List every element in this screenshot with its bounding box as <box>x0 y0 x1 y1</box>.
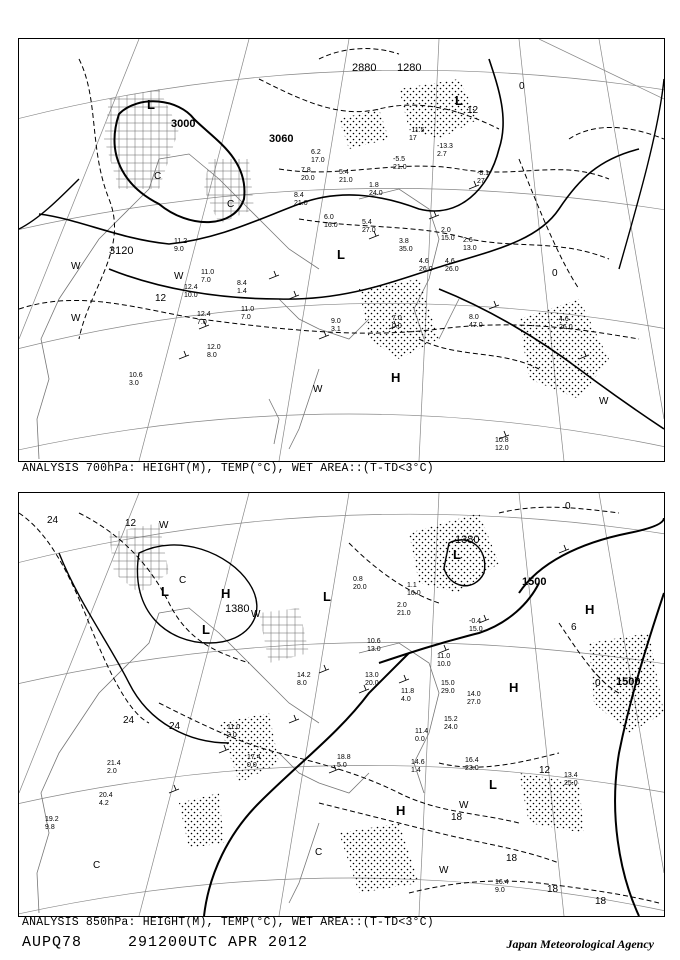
height-label: 3120 <box>109 245 134 257</box>
svg-text:21.0: 21.0 <box>393 164 407 171</box>
station-obs <box>294 192 308 207</box>
station-obs <box>393 156 407 171</box>
svg-text:23.0: 23.0 <box>465 765 479 772</box>
station-obs <box>197 311 211 326</box>
svg-text:20.4: 20.4 <box>99 792 113 799</box>
station-obs <box>207 344 221 359</box>
height-label: 1380 <box>455 534 480 546</box>
station-obs <box>441 680 455 695</box>
svg-text:1.4: 1.4 <box>237 288 247 295</box>
station-obs <box>495 437 509 452</box>
station-obs <box>407 582 421 597</box>
svg-text:8.0: 8.0 <box>297 680 307 687</box>
station-obs <box>465 757 479 772</box>
svg-text:10.8: 10.8 <box>495 437 509 444</box>
caption-850hpa: ANALYSIS 850hPa: HEIGHT(M), TEMP(°C), WET AREA::(T-TD<3°C) <box>22 916 434 929</box>
svg-text:16.4: 16.4 <box>495 879 509 886</box>
warm-marker: W <box>71 313 81 324</box>
station-obs <box>463 237 477 252</box>
svg-text:27.0: 27.0 <box>362 227 376 234</box>
isotherm-label: 18 <box>595 896 607 907</box>
svg-text:11.8: 11.8 <box>401 688 415 695</box>
low-pressure-center: L <box>147 97 155 112</box>
warm-marker: W <box>159 520 169 531</box>
svg-text:16.0: 16.0 <box>324 222 338 229</box>
svg-text:10.0: 10.0 <box>437 661 451 668</box>
isotherm-label: 0 <box>519 81 525 92</box>
station-obs <box>201 269 214 284</box>
svg-text:7.0: 7.0 <box>201 277 211 284</box>
station-obs <box>301 167 315 182</box>
height-label: 1500 <box>616 676 641 688</box>
svg-text:0.0: 0.0 <box>247 762 257 769</box>
station-obs <box>362 219 376 234</box>
station-obs <box>437 653 451 668</box>
station-obs <box>445 258 459 273</box>
warm-marker: W <box>251 609 261 620</box>
station-obs <box>441 227 455 242</box>
svg-text:11.0: 11.0 <box>201 269 215 276</box>
svg-text:19.2: 19.2 <box>45 816 59 823</box>
svg-text:3.0: 3.0 <box>227 732 237 739</box>
svg-text:14.0: 14.0 <box>467 691 481 698</box>
svg-text:2.0: 2.0 <box>397 602 407 609</box>
svg-text:1.1: 1.1 <box>407 582 417 589</box>
station-obs <box>107 760 121 775</box>
caption-700hpa: ANALYSIS 700hPa: HEIGHT(M), TEMP(°C), WET AREA::(T-TD<3°C) <box>22 462 434 475</box>
map-850hpa <box>18 492 665 917</box>
high-pressure-center: H <box>585 602 595 617</box>
station-obs <box>367 638 381 653</box>
svg-text:2.6: 2.6 <box>463 237 473 244</box>
svg-text:1.8: 1.8 <box>369 182 379 189</box>
svg-text:4.0: 4.0 <box>401 696 411 703</box>
svg-text:11.2: 11.2 <box>174 238 188 245</box>
svg-text:12.0: 12.0 <box>495 445 509 452</box>
crosshatch-850 <box>109 523 309 663</box>
svg-text:25.0: 25.0 <box>564 780 578 787</box>
warm-marker: W <box>439 865 449 876</box>
isotherm-label: 24 <box>169 721 181 732</box>
svg-text:13.4: 13.4 <box>564 772 578 779</box>
cold-marker: C <box>154 171 162 182</box>
svg-text:47.0: 47.0 <box>469 322 483 329</box>
height-label: 3000 <box>171 118 196 130</box>
svg-text:7.8: 7.8 <box>301 167 311 174</box>
height-label: 3060 <box>269 133 294 145</box>
high-pressure-center: H <box>221 586 231 601</box>
map-700hpa-canvas <box>19 39 664 461</box>
station-obs <box>401 688 414 703</box>
warm-marker: W <box>174 271 184 282</box>
svg-text:13.0: 13.0 <box>367 646 381 653</box>
warm-marker: W <box>459 800 469 811</box>
svg-text:9.8: 9.8 <box>45 824 55 831</box>
svg-text:12.4: 12.4 <box>197 311 211 318</box>
svg-text:4.6: 4.6 <box>419 258 429 265</box>
cold-marker: C <box>179 575 187 586</box>
svg-text:10.6: 10.6 <box>367 638 381 645</box>
station-observations-700 <box>129 127 573 452</box>
svg-text:7.0: 7.0 <box>241 314 251 321</box>
station-obs <box>184 284 198 299</box>
svg-text:3.1: 3.1 <box>331 326 341 333</box>
svg-text:2.0: 2.0 <box>107 768 117 775</box>
cold-marker: C <box>227 199 235 210</box>
svg-text:29.0: 29.0 <box>441 688 455 695</box>
svg-text:0.0: 0.0 <box>392 323 402 330</box>
svg-text:0.0: 0.0 <box>415 736 425 743</box>
station-obs <box>99 792 113 807</box>
height-label: 1500 <box>522 576 547 588</box>
station-obs <box>369 182 383 197</box>
svg-text:26.0: 26.0 <box>559 324 573 331</box>
isotherm-label: 24 <box>123 715 135 726</box>
low-pressure-center: L <box>489 777 497 792</box>
svg-text:20.0: 20.0 <box>301 175 315 182</box>
station-obs <box>237 280 247 295</box>
svg-text:11.0: 11.0 <box>227 724 241 731</box>
wet-areas-850 <box>179 513 664 893</box>
analysis-timestamp: 291200UTC APR 2012 <box>128 934 309 951</box>
isotherm-label: 18 <box>451 812 463 823</box>
svg-text:-11.5: -11.5 <box>409 127 425 134</box>
station-obs <box>467 691 481 706</box>
station-obs <box>353 576 367 591</box>
station-obs <box>399 238 413 253</box>
isotherm-label: 6 <box>571 622 577 633</box>
svg-text:10.6: 10.6 <box>129 372 143 379</box>
high-pressure-center: H <box>509 680 519 695</box>
isotherm-label: 12 <box>155 293 167 304</box>
svg-text:-13.3: -13.3 <box>437 143 453 150</box>
svg-text:8.0: 8.0 <box>469 314 479 321</box>
chart-code: AUPQ78 <box>22 934 83 951</box>
isotherm-label: 0 <box>595 678 601 689</box>
low-pressure-center: L <box>202 622 210 637</box>
svg-text:17.4: 17.4 <box>247 754 261 761</box>
svg-text:-0.4: -0.4 <box>469 618 482 625</box>
station-obs <box>469 314 483 329</box>
map-850hpa-canvas <box>19 493 664 916</box>
isotherm-label: 0 <box>565 501 571 512</box>
svg-text:21.0: 21.0 <box>294 200 308 207</box>
svg-text:9.0: 9.0 <box>495 887 505 894</box>
svg-text:6.2: 6.2 <box>311 149 321 156</box>
isotherm-label: 24 <box>47 515 59 526</box>
svg-text:15.0: 15.0 <box>469 626 483 633</box>
svg-text:-5.5: -5.5 <box>393 156 406 163</box>
svg-text:21.4: 21.4 <box>107 760 121 767</box>
station-obs <box>444 716 458 731</box>
high-pressure-center: H <box>396 803 406 818</box>
svg-text:15.2: 15.2 <box>444 716 458 723</box>
svg-text:20.0: 20.0 <box>365 680 379 687</box>
high-pressure-center: H <box>391 370 401 385</box>
svg-text:4.6: 4.6 <box>445 258 455 265</box>
station-obs <box>437 143 453 158</box>
svg-text:5.4: 5.4 <box>339 169 349 176</box>
svg-text:21.0: 21.0 <box>339 177 353 184</box>
station-obs <box>129 372 143 387</box>
svg-text:26.0: 26.0 <box>445 266 459 273</box>
low-pressure-center: L <box>323 589 331 604</box>
svg-text:2.0: 2.0 <box>441 227 451 234</box>
svg-text:18.8: 18.8 <box>337 754 351 761</box>
svg-text:8.0: 8.0 <box>207 352 217 359</box>
station-obs <box>392 315 402 330</box>
height-label: 2880 <box>352 62 377 74</box>
svg-text:8.4: 8.4 <box>237 280 247 287</box>
isotherm-label: 18 <box>547 884 559 895</box>
station-obs <box>397 602 411 617</box>
svg-text:35.0: 35.0 <box>399 246 413 253</box>
station-obs <box>339 169 353 184</box>
station-obs <box>331 318 341 333</box>
svg-text:8.4: 8.4 <box>294 192 304 199</box>
warm-marker: W <box>313 384 323 395</box>
svg-text:5.0: 5.0 <box>337 762 347 769</box>
low-pressure-center: L <box>337 247 345 262</box>
isotherm-label: 18 <box>506 853 518 864</box>
svg-text:0.8: 0.8 <box>353 576 363 583</box>
svg-text:14.6: 14.6 <box>411 759 425 766</box>
svg-text:11.0: 11.0 <box>437 653 451 660</box>
cold-marker: C <box>93 860 101 871</box>
svg-text:16.4: 16.4 <box>465 757 479 764</box>
isotherm-label: 12 <box>125 518 137 529</box>
svg-text:10.0: 10.0 <box>407 590 421 597</box>
low-pressure-center: L <box>455 93 463 108</box>
svg-text:9.0: 9.0 <box>174 246 184 253</box>
warm-marker: W <box>71 261 81 272</box>
wind-barbs-850 <box>169 545 569 793</box>
svg-text:9.0: 9.0 <box>331 318 341 325</box>
wet-areas-700 <box>339 79 609 399</box>
svg-text:5.4: 5.4 <box>362 219 372 226</box>
station-obs <box>45 816 59 831</box>
station-obs <box>415 728 428 743</box>
svg-text:27.0: 27.0 <box>467 699 481 706</box>
station-obs <box>409 127 425 142</box>
svg-text:2.7: 2.7 <box>437 151 447 158</box>
svg-text:24.0: 24.0 <box>444 724 458 731</box>
svg-text:26.0: 26.0 <box>419 266 433 273</box>
low-pressure-center: L <box>453 547 461 562</box>
station-obs <box>365 672 379 687</box>
map-700hpa <box>18 38 665 462</box>
svg-text:15.0: 15.0 <box>441 235 455 242</box>
agency-credit: Japan Meteorological Agency <box>506 937 654 951</box>
svg-text:11.0: 11.0 <box>241 306 255 313</box>
svg-text:24.0: 24.0 <box>369 190 383 197</box>
svg-text:3.8: 3.8 <box>399 238 409 245</box>
svg-text:12.4: 12.4 <box>184 284 198 291</box>
svg-text:-8.1: -8.1 <box>477 170 490 177</box>
height-label: 1280 <box>397 62 422 74</box>
station-obs <box>324 214 338 229</box>
svg-text:4.2: 4.2 <box>99 800 109 807</box>
isotherm-label: 12 <box>467 105 479 116</box>
station-obs <box>174 238 187 253</box>
isotherm-label: 0 <box>552 268 558 279</box>
svg-text:15.0: 15.0 <box>441 680 455 687</box>
station-obs <box>241 306 254 321</box>
svg-text:13.0: 13.0 <box>463 245 477 252</box>
low-pressure-center: L <box>161 584 169 599</box>
svg-text:13.0: 13.0 <box>365 672 379 679</box>
svg-text:21.0: 21.0 <box>397 610 411 617</box>
station-obs <box>297 672 311 687</box>
station-obs <box>337 754 351 769</box>
station-obs <box>419 258 433 273</box>
svg-text:3.0: 3.0 <box>129 380 139 387</box>
station-obs <box>564 772 578 787</box>
svg-text:12.0: 12.0 <box>207 344 221 351</box>
station-obs <box>311 149 325 164</box>
isotherm-label: 12 <box>539 765 551 776</box>
svg-text:10.0: 10.0 <box>184 292 198 299</box>
svg-text:17.0: 17.0 <box>311 157 325 164</box>
svg-text:17: 17 <box>409 135 417 142</box>
warm-marker: W <box>599 396 609 407</box>
height-label: 1380 <box>225 603 250 615</box>
svg-text:27: 27 <box>477 178 485 185</box>
svg-text:20.0: 20.0 <box>353 584 367 591</box>
svg-text:7.0: 7.0 <box>392 315 402 322</box>
svg-text:6.0: 6.0 <box>324 214 334 221</box>
svg-text:4.6: 4.6 <box>559 316 569 323</box>
station-obs <box>469 618 483 633</box>
cold-marker: C <box>315 847 323 858</box>
svg-text:11.4: 11.4 <box>415 728 429 735</box>
svg-text:7.0: 7.0 <box>197 319 207 326</box>
svg-text:1.4: 1.4 <box>411 767 421 774</box>
svg-text:14.2: 14.2 <box>297 672 311 679</box>
